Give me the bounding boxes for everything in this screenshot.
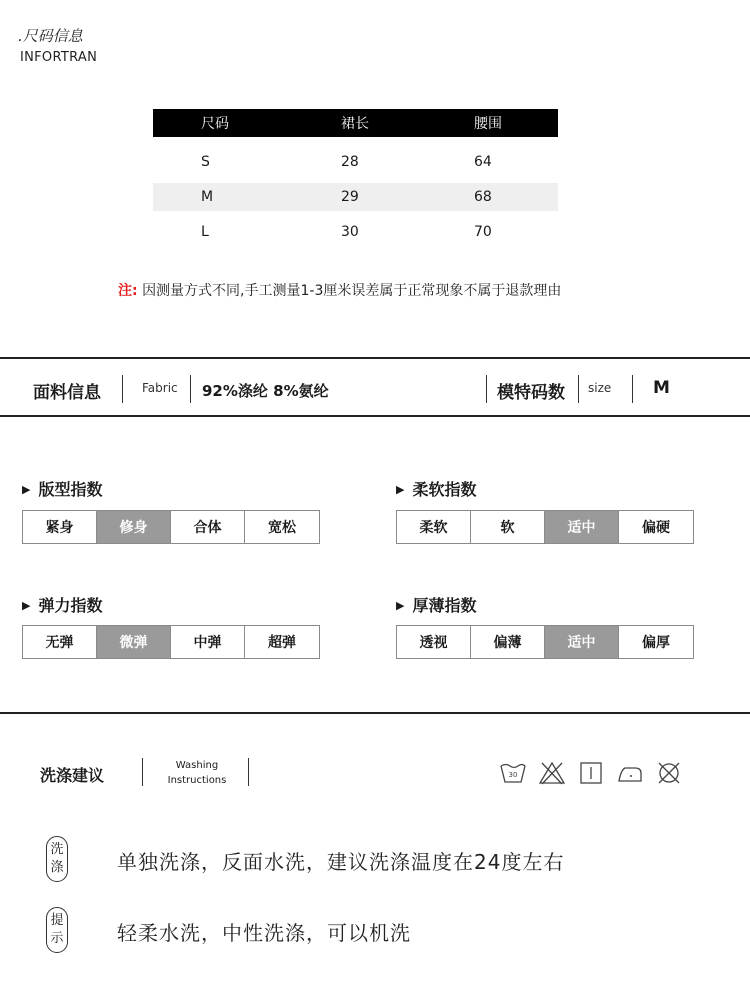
header-cell: 尺码 bbox=[201, 116, 229, 132]
header-cell: 裙长 bbox=[341, 116, 369, 132]
fit-index-options bbox=[22, 510, 320, 544]
table-cell: S bbox=[201, 154, 210, 170]
softness-index-options bbox=[396, 510, 694, 544]
divider bbox=[0, 712, 750, 714]
wash-badge: 洗 涤 bbox=[46, 836, 68, 882]
header-cell: 腰围 bbox=[474, 116, 502, 132]
elasticity-index-title: ▶ 弹力指数 bbox=[22, 596, 103, 615]
section-title: .尺码信息 bbox=[18, 27, 83, 45]
index-option: 透视 bbox=[397, 626, 471, 658]
divider bbox=[248, 758, 249, 786]
thickness-index-title: ▶ 厚薄指数 bbox=[396, 596, 477, 615]
divider bbox=[122, 375, 123, 403]
elasticity-index-options bbox=[22, 625, 320, 659]
fit-index-title: ▶ 版型指数 bbox=[22, 480, 103, 499]
wash-30-icon bbox=[498, 760, 528, 786]
triangle-icon: ▶ bbox=[396, 599, 405, 612]
model-size-value: M bbox=[653, 378, 670, 398]
fabric-value: 92%涤纶 8%氨纶 bbox=[202, 382, 329, 400]
index-option: 紧身 bbox=[23, 511, 97, 543]
divider bbox=[578, 375, 579, 403]
index-option: 偏硬 bbox=[619, 511, 693, 543]
table-row bbox=[153, 183, 558, 211]
care-text: 单独洗涤，反面水洗，建议洗涤温度在24度左右 bbox=[117, 850, 565, 874]
index-option: 无弹 bbox=[23, 626, 97, 658]
tip-badge: 提 示 bbox=[46, 907, 68, 953]
model-size-sub: size bbox=[588, 381, 612, 395]
index-option-selected: 适中 bbox=[545, 626, 619, 658]
index-option-selected: 适中 bbox=[545, 511, 619, 543]
washing-label-en: Washing Instructions bbox=[167, 760, 227, 786]
thickness-index-options bbox=[396, 625, 694, 659]
no-tumble-dry-icon bbox=[654, 760, 684, 786]
index-option: 软 bbox=[471, 511, 545, 543]
index-option: 偏厚 bbox=[619, 626, 693, 658]
iron-low-icon bbox=[615, 760, 645, 786]
no-bleach-icon bbox=[537, 760, 567, 786]
triangle-icon: ▶ bbox=[22, 599, 31, 612]
table-cell: 64 bbox=[474, 154, 492, 170]
table-row bbox=[153, 148, 558, 176]
section-subtitle: INFORTRAN bbox=[20, 50, 98, 65]
softness-index-title: ▶ 柔软指数 bbox=[396, 480, 477, 499]
table-cell: L bbox=[201, 224, 209, 240]
table-cell: 29 bbox=[341, 189, 359, 205]
index-option: 偏薄 bbox=[471, 626, 545, 658]
note-label: 注: bbox=[118, 283, 138, 299]
index-option-selected: 微弹 bbox=[97, 626, 171, 658]
index-option: 宽松 bbox=[245, 511, 319, 543]
divider bbox=[0, 415, 750, 417]
table-row bbox=[153, 218, 558, 246]
table-cell: M bbox=[201, 189, 214, 205]
measurement-note bbox=[118, 280, 561, 300]
model-size-label: 模特码数 bbox=[497, 383, 565, 403]
hang-dry-icon bbox=[576, 760, 606, 786]
divider bbox=[0, 357, 750, 359]
index-option-selected: 修身 bbox=[97, 511, 171, 543]
triangle-icon: ▶ bbox=[22, 483, 31, 496]
index-option: 柔软 bbox=[397, 511, 471, 543]
svg-text:30: 30 bbox=[508, 771, 518, 779]
fabric-label-en: Fabric bbox=[142, 381, 178, 395]
divider bbox=[486, 375, 487, 403]
care-text: 轻柔水洗，中性洗涤，可以机洗 bbox=[117, 921, 411, 945]
index-option: 合体 bbox=[171, 511, 245, 543]
divider bbox=[632, 375, 633, 403]
washing-label: 洗涤建议 bbox=[40, 766, 105, 785]
table-cell: 30 bbox=[341, 224, 359, 240]
fabric-label: 面料信息 bbox=[33, 383, 101, 403]
care-icons bbox=[498, 760, 684, 786]
triangle-icon: ▶ bbox=[396, 483, 405, 496]
divider bbox=[190, 375, 191, 403]
table-cell: 70 bbox=[474, 224, 492, 240]
table-header bbox=[153, 109, 558, 137]
note-text: 因测量方式不同,手工测量1-3厘米误差属于正常现象不属于退款理由 bbox=[142, 283, 562, 299]
table-cell: 68 bbox=[474, 189, 492, 205]
index-option: 超弹 bbox=[245, 626, 319, 658]
table-cell: 28 bbox=[341, 154, 359, 170]
divider bbox=[142, 758, 143, 786]
index-option: 中弹 bbox=[171, 626, 245, 658]
